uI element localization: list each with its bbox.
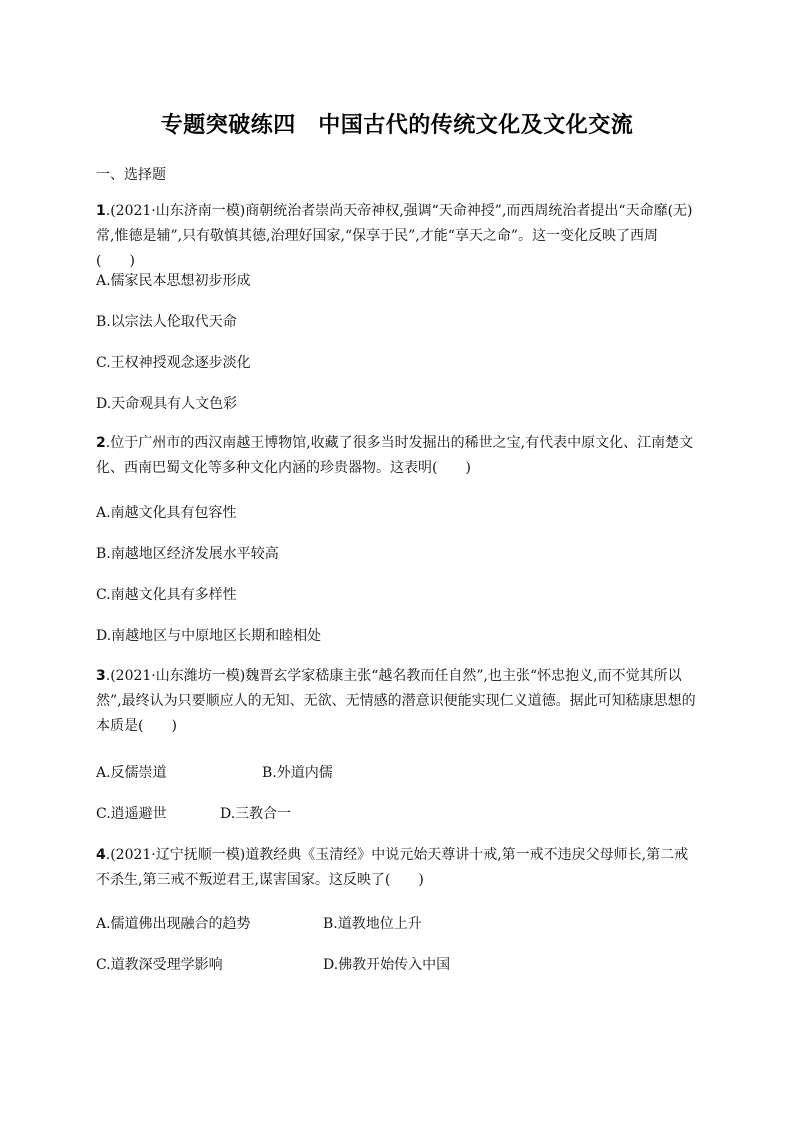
question-3 — [96, 664, 696, 739]
option-d: D.佛教开始传入中国 — [323, 957, 451, 973]
option-b: B.道教地位上升 — [323, 916, 422, 932]
question-number: 4 — [96, 847, 106, 863]
option-c: C.南越文化具有多样性 — [96, 587, 237, 603]
option-d: D.三教合一 — [220, 806, 292, 822]
question-text: .(2021·山东潍坊一模)魏晋玄学家嵇康主张“越名教而任自然”,也主张“怀忠抱义,而不觉其所以然”,最终认为只要顺应人的无知、无欲、无情感的潜意识便能实现仁义道德。据此可知嵇康思想的本质是( ) — [96, 668, 696, 734]
question-number: 1 — [96, 203, 106, 219]
section-heading: 一、选择题 — [96, 167, 166, 183]
question-4 — [96, 843, 696, 893]
option-a: A.南越文化具有包容性 — [96, 505, 237, 521]
question-number: 3 — [96, 668, 106, 684]
option-c: C.逍遥避世 — [96, 806, 167, 822]
question-text: .(2021·山东济南一模)商朝统治者崇尚天帝神权,强调“天命神授”,而西周统治者提出“天命靡(无)常,惟德是辅”,只有敬慎其德,治理好国家,“保享于民”,才能“享天之命”。这一变化反映了西周( ) — [96, 203, 693, 269]
question-text: .位于广州市的西汉南越王博物馆,收藏了很多当时发掘出的稀世之宝,有代表中原文化、江南楚文化、西南巴蜀文化等多种文化内涵的珍贵器物。这表明( ) — [96, 435, 694, 476]
option-d: D.南越地区与中原地区长期和睦相处 — [96, 628, 322, 644]
question-2 — [96, 431, 696, 481]
option-c: C.王权神授观念逐步淡化 — [96, 355, 251, 371]
page-title: 专题突破练四 中国古代的传统文化及文化交流 — [160, 113, 634, 138]
option-a: A.儒家民本思想初步形成 — [96, 273, 251, 289]
question-1 — [96, 199, 696, 274]
option-a: A.反儒崇道 — [96, 765, 167, 781]
option-b: B.外道内儒 — [262, 765, 333, 781]
question-text: .(2021·辽宁抚顺一模)道教经典《玉清经》中说元始天尊讲十戒,第一戒不违戾父母师长,第二戒不杀生,第三戒不叛逆君王,谋害国家。这反映了( ) — [96, 847, 689, 888]
option-c: C.道教深受理学影响 — [96, 957, 223, 973]
option-b: B.以宗法人伦取代天命 — [96, 314, 237, 330]
option-b: B.南越地区经济发展水平较高 — [96, 546, 279, 562]
question-number: 2 — [96, 435, 106, 451]
option-d: D.天命观具有人文色彩 — [96, 396, 238, 412]
option-a: A.儒道佛出现融合的趋势 — [96, 916, 251, 932]
